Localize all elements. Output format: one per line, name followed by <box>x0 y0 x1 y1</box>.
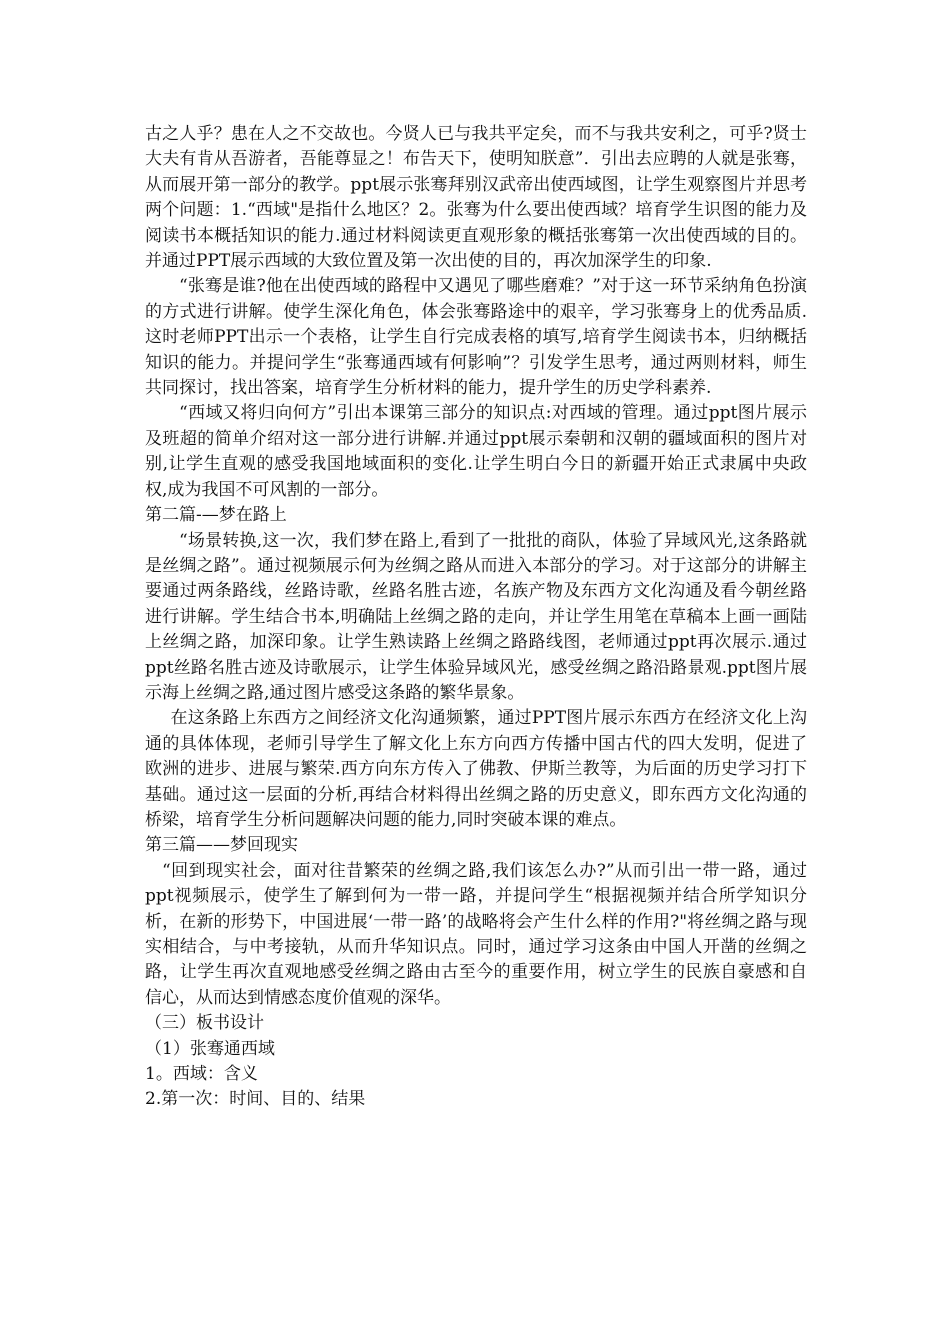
board-item-zhang-qian: （1）张骞通西域 <box>145 1038 275 1059</box>
section-heading-board-design: （三）板书设计 <box>145 1013 264 1034</box>
paragraph-silk-road-scene: “场景转换,这一次，我们梦在路上,看到了一批批的商队，体验了异域风光,这条路就是丝绸之路”。通过视频展示何为丝绸之路从而进入本部分的学习。对于这部分的讲解主要通过两条路线，丝路诗歌，丝路名胜古迹，名族产物及东西方文化沟通及看今朝丝路进行讲解。学生结合书本,明确陆上丝绸之路的走向，并让学生用笔在草稿本上画一画陆上丝绸之路，加深印象。让学生熟读路上丝绸之路路线图，老师通过ppt再次展示.通过ppt丝路名胜古迹及诗歌展示，让学生体验异域风光，感受丝绸之路沿路景观.ppt图片展示海上丝绸之路,通过图片感受这条路的繁华景象。 <box>145 530 807 703</box>
paragraph-east-west-exchange: 在这条路上东西方之间经济文化沟通频繁，通过PPT图片展示东西方在经济文化上沟通的具体体现，老师引导学生了解文化上东方向西方传播中国古代的四大发明，促进了欧洲的进步、进展与繁荣.西方向东方传入了佛教、伊斯兰教等，为后面的历史学习打下基础。通过这一层面的分析,再结合材料得出丝绸之路的历史意义，即东西方文化沟通的桥梁，培育学生分析问题解决问题的能力,同时突破本课的难点。 <box>145 708 807 830</box>
paragraph-western-regions-management: “西域又将归向何方”引出本课第三部分的知识点:对西域的管理。通过ppt图片展示及班超的简单介绍对这一部分进行讲解.并通过ppt展示秦朝和汉朝的疆域面积的图片对别,让学生直观的感受我国地域面积的变化.让学生明白今日的新疆开始正式隶属中央政权,成为我国不可风割的一部分。 <box>145 403 807 500</box>
paragraph-belt-and-road: “回到现实社会，面对往昔繁荣的丝绸之路,我们该怎么办?”从而引出一带一路，通过ppt视频展示，使学生了解到何为一带一路，并提问学生“根据视频并结合所学知识分析，在新的形势下，中国进展‘一带一路’的战略将会产生什么样的作用?"将丝绸之路与现实相结合，与中考接轨，从而升华知识点。同时，通过学习这条由中国人开凿的丝绸之路，让学生再次直观地感受丝绸之路由古至今的重要作用，树立学生的民族自豪感和自信心，从而达到情感态度价值观的深华。 <box>145 860 807 1008</box>
paragraph-zhang-qian-hardships: “张骞是谁?他在出使西域的路程中又遇见了哪些磨难？”对于这一环节采纳角色扮演的方式进行讲解。使学生深化角色，体会张骞路途中的艰辛，学习张骞身上的优秀品质.这时老师PPT出示一个表格，让学生自行完成表格的填写,培育学生阅读书本，归纳概括知识的能力。并提问学生“张骞通西域有何影响”？引发学生思考，通过两则材料，师生共同探讨，找出答案，培育学生分析材料的能力，提升学生的历史学科素养. <box>145 276 807 399</box>
paragraph-recruitment-intro: 古之人乎？患在人之不交故也。今贤人已与我共平定矣，而不与我共安利之，可乎?贤士大夫有肯从吾游者，吾能尊显之！布告天下，使明知朕意”．引出去应聘的人就是张骞，从而展开第一部分的教学。ppt展示张骞拜别汉武帝出使西域图，让学生观察图片并思考两个问题：1.“西域"是指什么地区？2。张骞为什么要出使西域？培育学生识图的能力及阅读书本概括知识的能力.通过材料阅读更直观形象的概括张骞第一次出使西域的目的。并通过PPT展示西域的大致位置及第一次出使的目的，再次加深学生的印象. <box>145 124 807 272</box>
board-item-first-mission: 2.第一次：时间、目的、结果 <box>145 1089 366 1110</box>
document-page <box>145 122 807 1113</box>
section-heading-part-two: 第二篇-—梦在路上 <box>145 505 287 526</box>
section-heading-part-three: 第三篇——梦回现实 <box>145 835 298 856</box>
board-item-western-regions: 1。西域：含义 <box>145 1064 258 1085</box>
